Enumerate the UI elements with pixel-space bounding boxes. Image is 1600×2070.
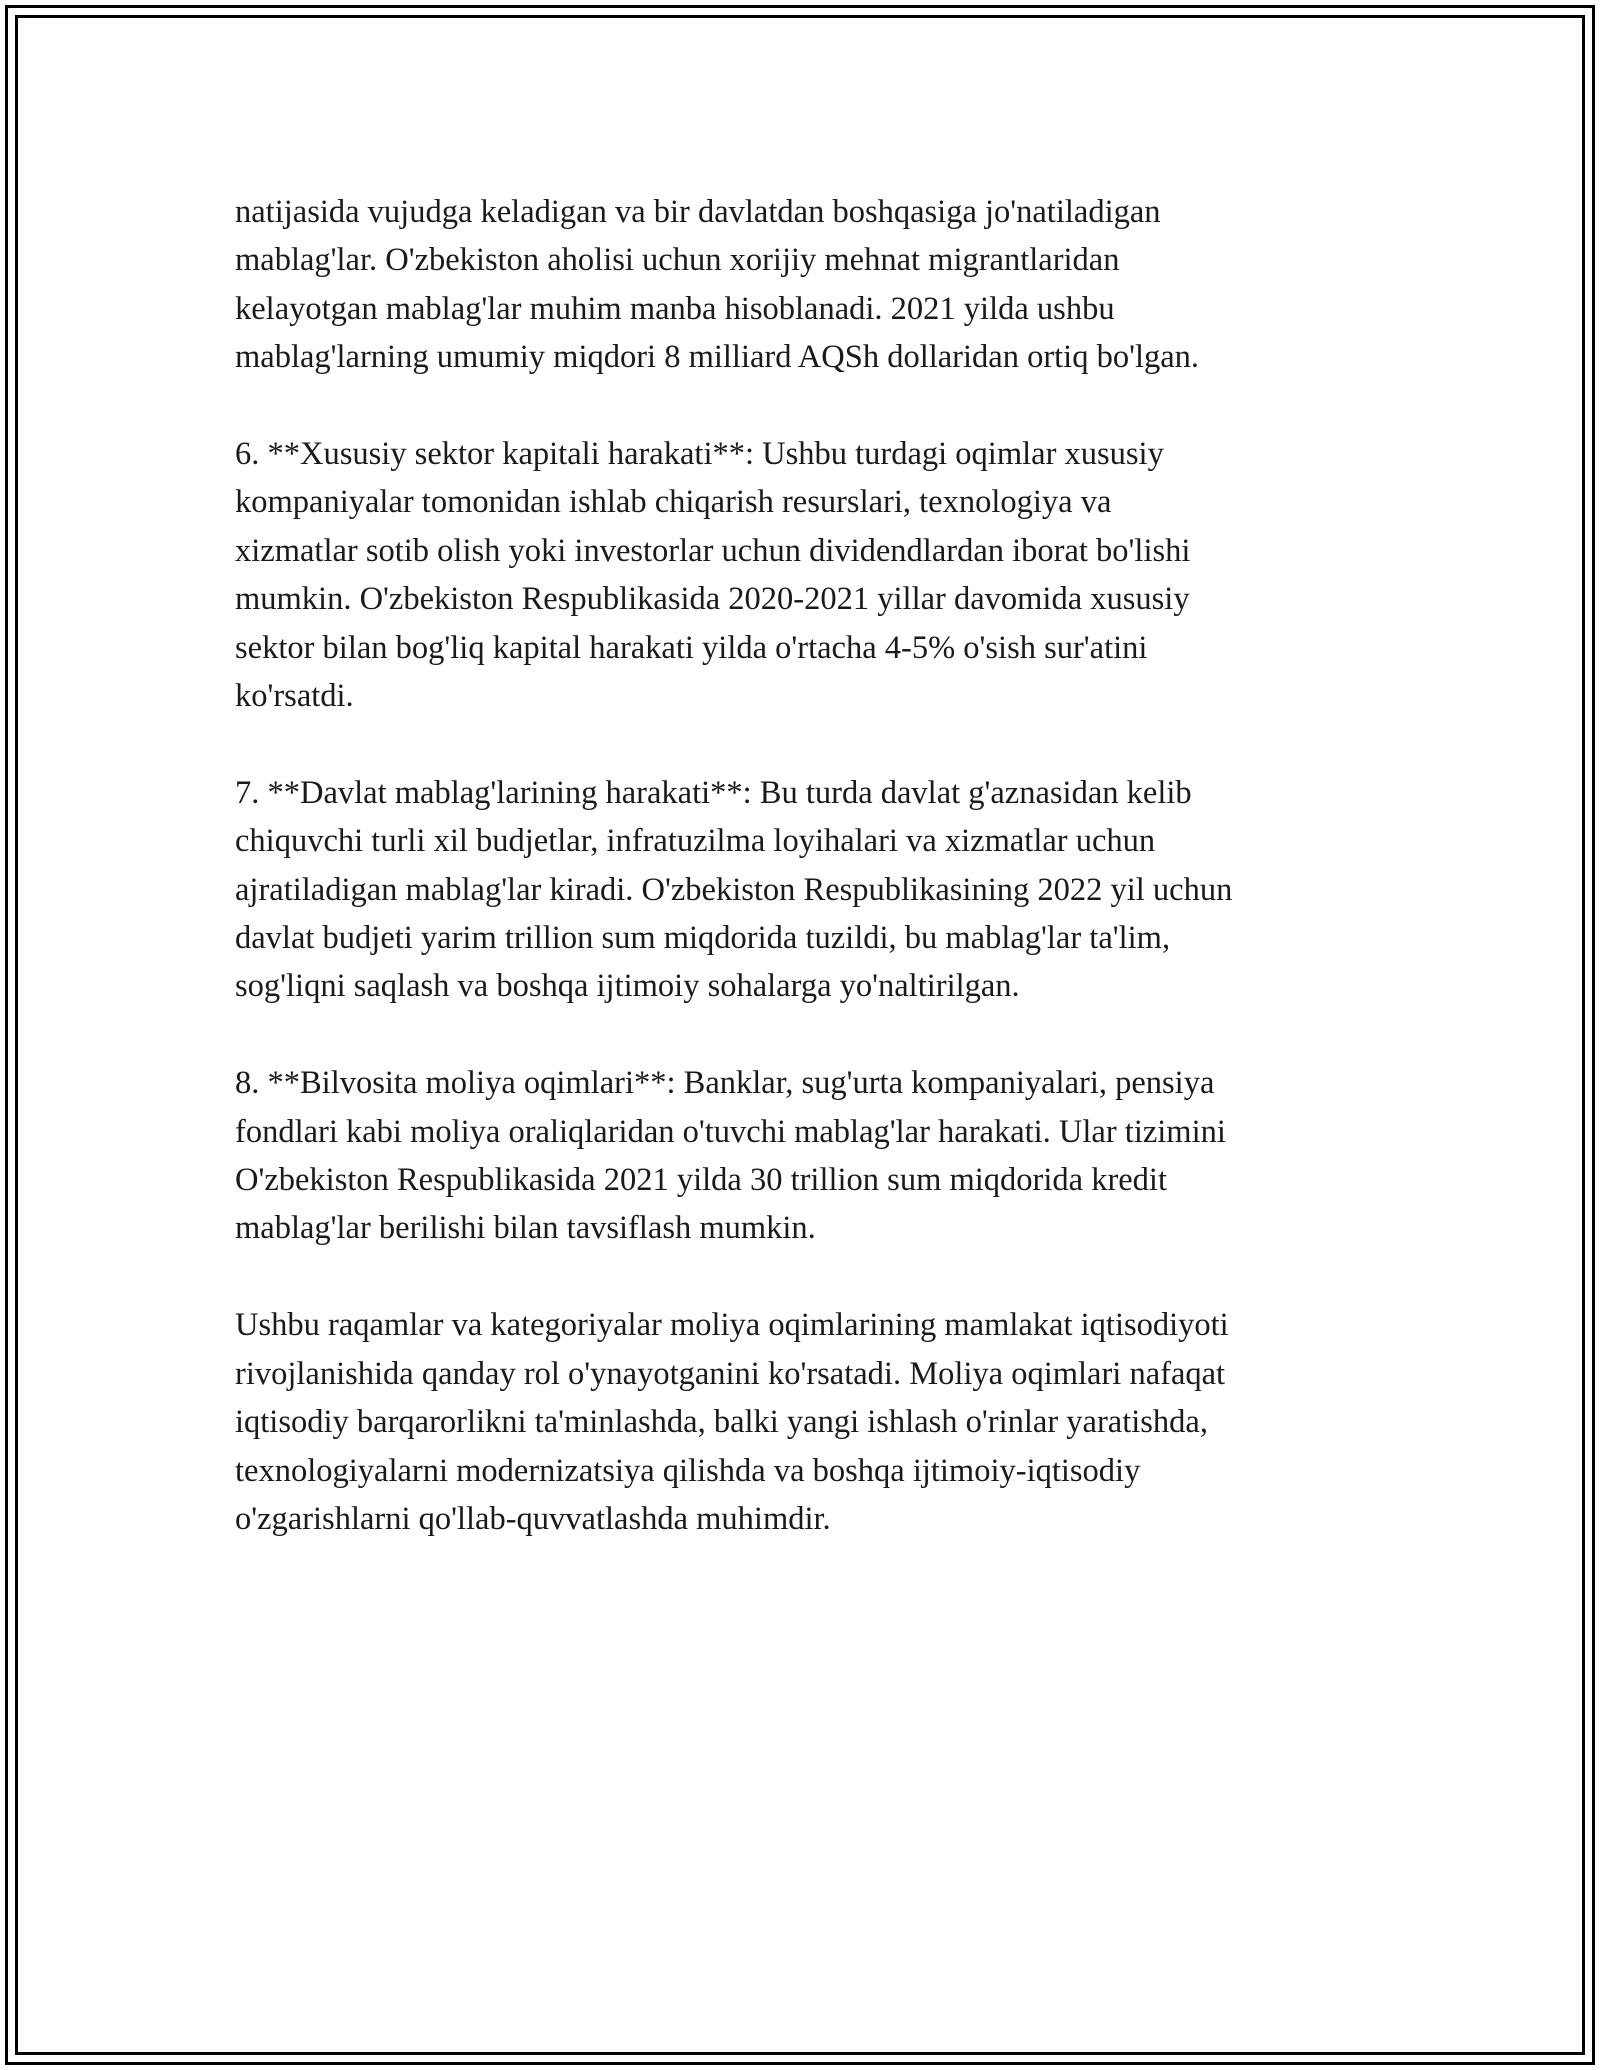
text-line: sektor bilan bog'liq kapital harakati yilda o'rtacha 4-5% o'sish sur'atini [235,629,1148,666]
paragraph-indirect-finance [235,1059,1415,1253]
text-line: Ushbu raqamlar va kategoriyalar moliya oqimlarining mamlakat iqtisodiyoti [235,1307,1229,1344]
paragraph-conclusion [235,1301,1415,1543]
text-line: rivojlanishida qanday rol o'ynayotganini ko'rsatadi. Moliya oqimlari nafaqat [235,1355,1226,1392]
paragraph-state-funds [235,769,1415,1011]
text-line: davlat budjeti yarim trillion sum miqdorida tuzildi, bu mablag'lar ta'lim, [235,920,1171,957]
text-line: mablag'lar berilishi bilan tavsiflash mumkin. [235,1210,816,1247]
text-line: O'zbekiston Respublikasida 2021 yilda 30 trillion sum miqdorida kredit [235,1162,1167,1199]
text-line: mablag'larning umumiy miqdori 8 milliard AQSh dollaridan ortiq bo'lgan. [235,339,1200,376]
paragraph-private-sector-capital [235,430,1415,720]
text-line: mablag'lar. O'zbekiston aholisi uchun xorijiy mehnat migrantlaridan [235,242,1120,279]
paragraph-remittances [235,188,1415,382]
text-line: kompaniyalar tomonidan ishlab chiqarish resurslari, texnologiya va [235,484,1112,521]
text-line: fondlari kabi moliya oraliqlaridan o'tuvchi mablag'lar harakati. Ular tizimini [235,1113,1226,1150]
text-line: ko'rsatdi. [235,678,354,715]
text-line: kelayotgan mablag'lar muhim manba hisoblanadi. 2021 yilda ushbu [235,290,1115,327]
text-line: 6. **Xususiy sektor kapitali harakati**: Ushbu turdagi oqimlar xususiy [235,436,1164,473]
text-line: natijasida vujudga keladigan va bir davlatdan boshqasiga jo'natiladigan [235,194,1161,230]
document-body [235,188,1415,1592]
text-line: 8. **Bilvosita moliya oqimlari**: Banklar, sug'urta kompaniyalari, pensiya [235,1065,1215,1102]
text-line: xizmatlar sotib olish yoki investorlar uchun dividendlardan iborat bo'lishi [235,532,1191,569]
text-line: ajratiladigan mablag'lar kiradi. O'zbekiston Respublikasining 2022 yil uchun [235,871,1233,908]
text-line: 7. **Davlat mablag'larining harakati**: Bu turda davlat g'aznasidan kelib [235,774,1192,811]
text-line: sog'liqni saqlash va boshqa ijtimoiy sohalarga yo'naltirilgan. [235,968,1020,1005]
text-line: o'zgarishlarni qo'llab-quvvatlashda muhimdir. [235,1500,831,1537]
text-line: iqtisodiy barqarorlikni ta'minlashda, balki yangi ishlash o'rinlar yaratishda, [235,1404,1208,1441]
text-line: chiquvchi turli xil budjetlar, infratuzilma loyihalari va xizmatlar uchun [235,823,1156,860]
text-line: mumkin. O'zbekiston Respublikasida 2020-2021 yillar davomida xususiy [235,581,1190,618]
text-line: texnologiyalarni modernizatsiya qilishda va boshqa ijtimoiy-iqtisodiy [235,1452,1141,1489]
